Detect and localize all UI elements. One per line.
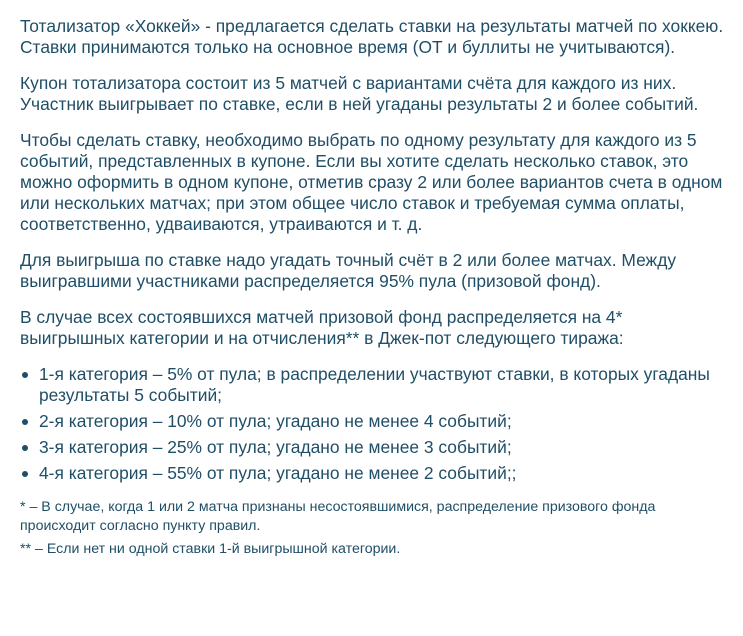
footnotes xyxy=(20,498,725,559)
category-1-text: 1-я категория – 5% от пула; в распределении участвуют ставки, в которых угаданы результаты 5 событий; xyxy=(39,364,710,405)
prize-categories-list xyxy=(20,364,725,484)
category-3-text: 3-я категория – 25% от пула; угадано не менее 3 событий; xyxy=(39,437,512,457)
list-item xyxy=(20,437,725,458)
bullet-icon xyxy=(22,471,28,477)
list-item xyxy=(20,463,725,484)
coupon-paragraph: Купон тотализатора состоит из 5 матчей с вариантами счёта для каждого из них. Участник выигрывает по ставке, если в ней угаданы результаты 2 и более событий. xyxy=(20,73,699,114)
footnote-double-star: ** – Если нет ни одной ставки 1-й выигрышной категории. xyxy=(20,541,401,557)
category-4-text: 4-я категория – 55% от пула; угадано не менее 2 событий;; xyxy=(39,463,517,483)
rules-content xyxy=(20,16,725,563)
list-item xyxy=(20,411,725,432)
intro-paragraph: Тотализатор «Хоккей» - предлагается сделать ставки на результаты матчей по хоккею. Ставки принимаются только на основное время (ОТ и буллиты не учитываются). xyxy=(20,16,724,57)
prize-fund-paragraph: В случае всех состоявшихся матчей призовой фонд распределяется на 4* выигрышных категории и на отчисления** в Джек-пот следующего тиража: xyxy=(20,307,624,348)
bullet-icon xyxy=(22,372,28,378)
bullet-icon xyxy=(22,419,28,425)
footnote-single-star: * – В случае, когда 1 или 2 матча признаны несостоявшимися, распределение призового фонда происходит согласно пункту правил. xyxy=(20,499,656,534)
bullet-icon xyxy=(22,445,28,451)
win-condition-paragraph: Для выигрыша по ставке надо угадать точный счёт в 2 или более матчах. Между выигравшими участниками распределяется 95% пула (призовой фонд). xyxy=(20,250,677,291)
category-2-text: 2-я категория – 10% от пула; угадано не менее 4 событий; xyxy=(39,411,512,431)
list-item xyxy=(20,364,725,406)
how-to-bet-paragraph: Чтобы сделать ставку, необходимо выбрать по одному результату для каждого из 5 событий, представленных в купоне. Если вы хотите сделать несколько ставок, это можно оформить в одном купоне, отметив сразу 2 или более вариантов счета в одном или нескольких матчах; при этом общее число ставок и требуемая сумма оплаты, соответственно, удваиваются, утраиваются и т. д. xyxy=(20,130,723,234)
